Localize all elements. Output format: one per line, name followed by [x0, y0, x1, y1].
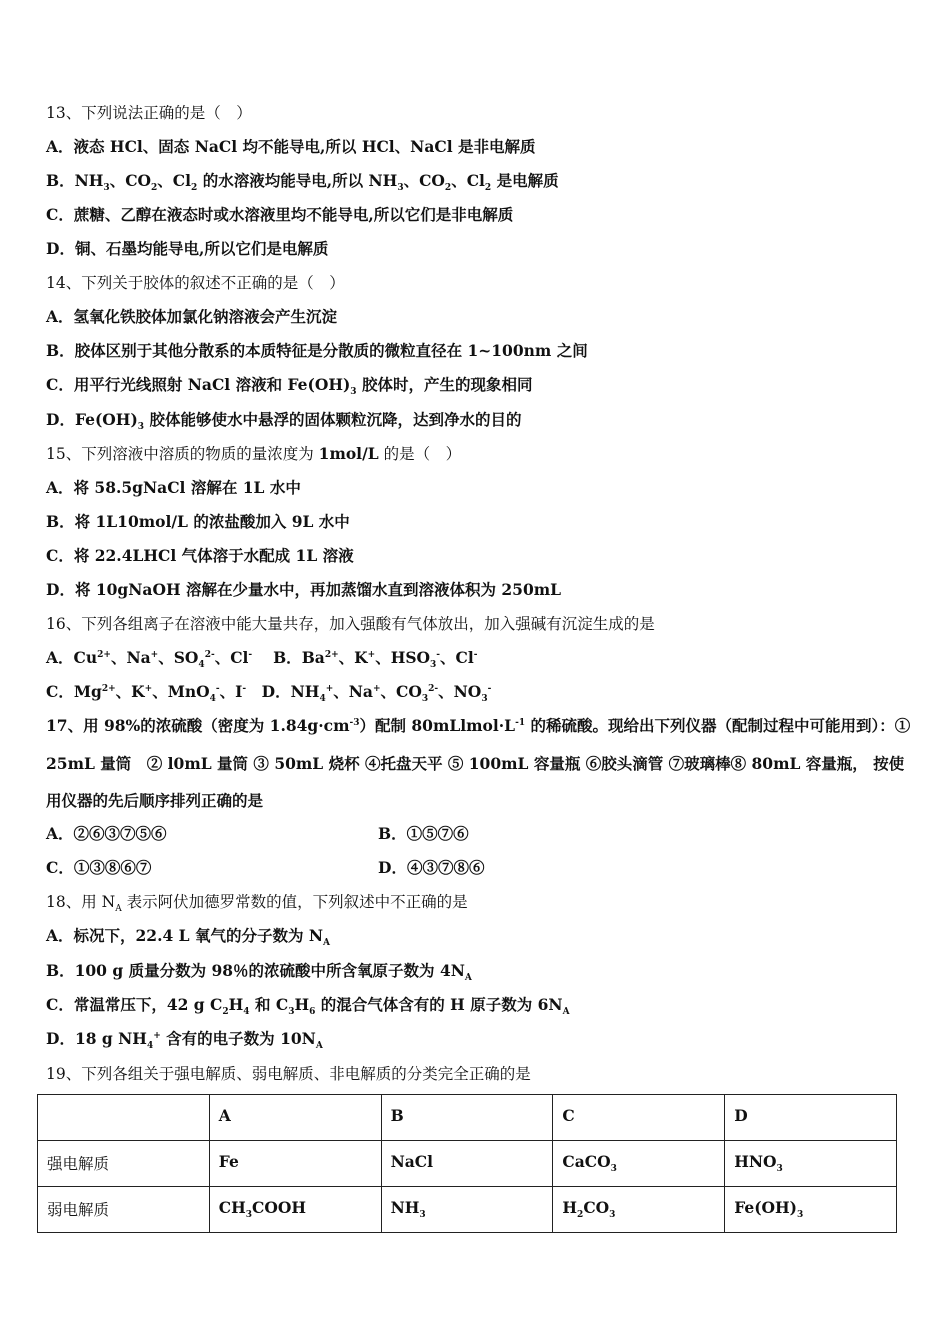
q17-option-c: C．①③⑧⑥⑦ [46, 858, 152, 877]
table-cell: $Fe(OH)_3$ [725, 1187, 897, 1233]
q19-table [37, 1094, 897, 1233]
q15-stem: 15、下列溶液中溶质的物质的量浓度为 1mol/L 的是（ ） [46, 444, 462, 463]
table-cell: Fe [209, 1141, 381, 1187]
q14-option-b: B．胶体区别于其他分散系的本质特征是分散质的微粒直径在 1~100nm 之间 [46, 341, 588, 360]
q15-option-b: B．将 1L10mol/L 的浓盐酸加入 9L 水中 [46, 512, 350, 531]
table-cell: NaCl [381, 1141, 553, 1187]
q14-stem: 14、下列关于胶体的叙述不正确的是（ ） [46, 274, 345, 292]
table-cell: CaCO$_3$ [553, 1141, 725, 1187]
q18-option-a: A．标况下，22.4 L 氧气的分子数为 $N_A$ [46, 926, 331, 949]
table-header-row [38, 1095, 897, 1141]
table-row [38, 1141, 897, 1187]
q15-option-c: C．将 22.4LHCl 气体溶于水配成 1L 溶液 [46, 546, 354, 565]
q13-option-c: C．蔗糖、乙醇在液态时或水溶液里均不能导电,所以它们是非电解质 [46, 205, 514, 224]
q16-options-cd: C．$Mg^{2+}$、K+、MnO$_4$-、I- D．$NH_4^+$、Na+、$CO_3^{2-}$、$NO_3^-$ [46, 682, 492, 705]
q18-option-c: C．常温常压下，42 g $C_2H_4$ 和 $C_3H_6$ 的混合气体含有的 H 原子数为 $6N_A$ [46, 995, 570, 1018]
table-cell: $NH_3$ [381, 1187, 553, 1233]
q17-option-a: A．②⑥③⑦⑤⑥ [46, 824, 167, 843]
q14-option-d: D．$Fe(OH)_3$ 胶体能够使水中悬浮的固体颗粒沉降，达到净水的目的 [46, 410, 522, 433]
table-cell: $HNO_3$ [725, 1141, 897, 1187]
table-header-cell [38, 1095, 210, 1141]
q13-option-b: B．$NH_3$、$CO_2$、$Cl_2$ 的水溶液均能导电,所以 $NH_3$、$CO_2$、$Cl_2$ 是电解质 [46, 171, 559, 194]
q15-option-d: D．将 10gNaOH 溶解在少量水中，再加蒸馏水直到溶液体积为 250mL [46, 580, 562, 599]
q18-stem: 18、用 $N_A$ 表示阿伏加德罗常数的值，下列叙述中不正确的是 [46, 893, 468, 915]
q17-stem-line2: 25mL 量筒 ② l0mL 量筒 ③ 50mL 烧杯 ④托盘天平 ⑤ 100mL 容量瓶 ⑥胶头滴管 ⑦玻璃棒⑧ 80mL 容量瓶， 按使 [46, 754, 905, 773]
table-header-cell: D [725, 1095, 897, 1141]
table-row-label: 弱电解质 [38, 1187, 210, 1233]
q16-options-ab: A．$Cu^{2+}$、Na+、$SO_4^{2-}$、Cl- B．$Ba^{2+}$、K+、$HSO_3^-$、Cl- [46, 648, 478, 671]
q14-option-c: C．用平行光线照射 NaCl 溶液和 $Fe(OH)_3$ 胶体时，产生的现象相同 [46, 375, 533, 398]
q17-option-d: D．④③⑦⑧⑥ [378, 858, 485, 877]
q15-option-a: A．将 58.5gNaCl 溶解在 1L 水中 [46, 478, 301, 497]
table-header-cell: C [553, 1095, 725, 1141]
q19-stem: 19、下列各组关于强电解质、弱电解质、非电解质的分类完全正确的是 [46, 1065, 531, 1083]
table-header-cell: A [209, 1095, 381, 1141]
q18-option-b: B．100 g 质量分数为 98％的浓硫酸中所含氧原子数为 $4N_A$ [46, 961, 472, 984]
q17-stem-line1: 17、用 98%的浓硫酸（密度为 $1.84g\cdot cm^{-3}$）配制 $80mLlmol\cdot L^{-1}$ 的稀硫酸。现给出下列仪器（配制过程中可能用到）：① [46, 716, 911, 735]
table-header-cell: B [381, 1095, 553, 1141]
q18-option-d: D．18 g $NH_4^+$ 含有的电子数为 $10N_A$ [46, 1029, 323, 1052]
q17-option-b: B．①⑤⑦⑥ [378, 824, 469, 843]
table-row-label: 强电解质 [38, 1141, 210, 1187]
table-row [38, 1187, 897, 1233]
q13-stem: 13、下列说法正确的是（ ） [46, 104, 252, 122]
q17-stem-line3: 用仪器的先后顺序排列正确的是 [46, 791, 264, 810]
table-cell: $CH_3COOH$ [209, 1187, 381, 1233]
q14-option-a: A．氢氧化铁胶体加氯化钠溶液会产生沉淀 [46, 307, 338, 326]
table-cell: $H_2CO_3$ [553, 1187, 725, 1233]
q13-option-d: D．铜、石墨均能导电,所以它们是电解质 [46, 239, 329, 258]
q16-stem: 16、下列各组离子在溶液中能大量共存，加入强酸有气体放出，加入强碱有沉淀生成的是 [46, 615, 655, 633]
q13-option-a: A．液态 HCl、固态 NaCl 均不能导电,所以 HCl、NaCl 是非电解质 [46, 137, 536, 156]
